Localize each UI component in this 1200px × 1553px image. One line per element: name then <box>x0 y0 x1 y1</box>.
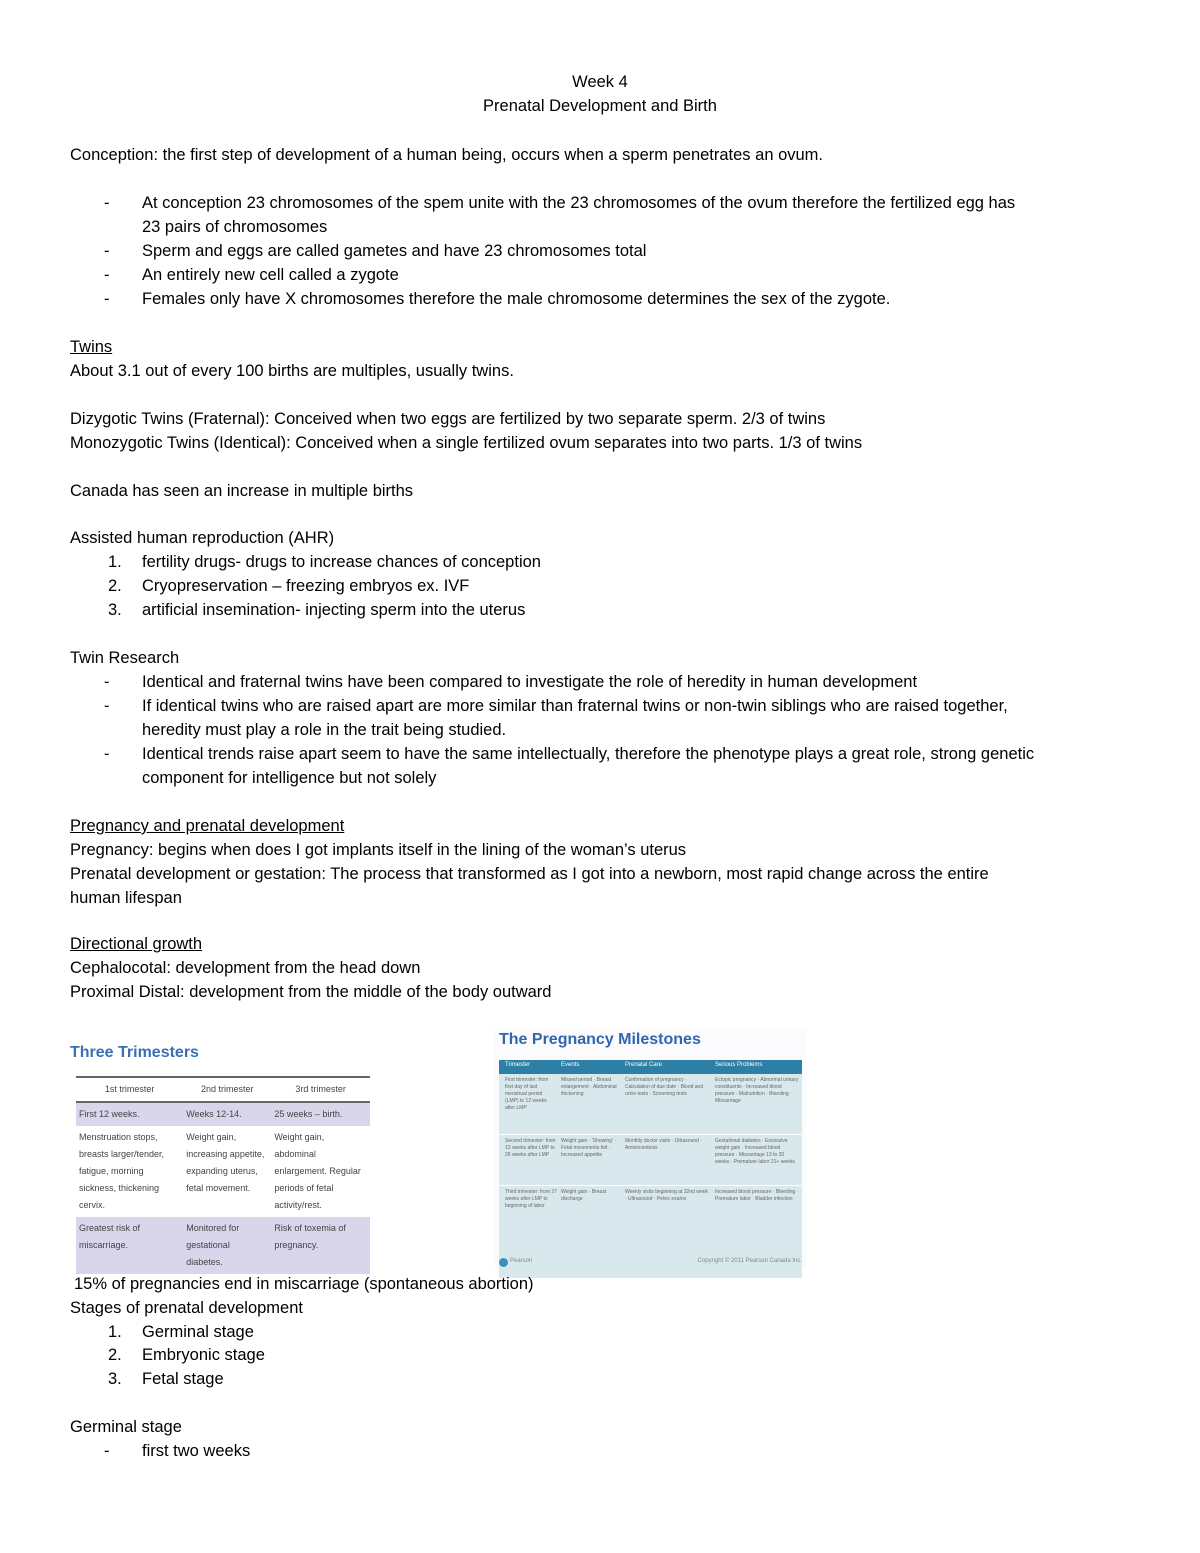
table-header: Trimester <box>505 1062 531 1068</box>
list-item <box>104 695 1008 717</box>
list-number: 2. <box>108 1346 122 1364</box>
table-header: 1st trimester <box>76 1077 183 1102</box>
bullet-continuation: 23 pairs of chromosomes <box>142 218 328 236</box>
list-item <box>104 240 646 262</box>
bullet-text: Identical trends raise apart seem to have the same intellectually, therefore the phenotype plays a great role, strong genetic <box>142 745 1035 763</box>
prenatal-definition-continued: human lifespan <box>70 889 182 907</box>
table-header: 2nd trimester <box>183 1077 271 1102</box>
page-title: Prenatal Development and Birth <box>483 97 717 115</box>
directional-heading: Directional growth <box>70 935 203 953</box>
list-item <box>104 743 1034 765</box>
pregnancy-heading: Pregnancy and prenatal development <box>70 817 345 835</box>
trimester-table <box>76 1076 370 1274</box>
list-item <box>104 264 399 286</box>
table-cell: Risk of toxemia of pregnancy. <box>271 1217 370 1274</box>
table-row <box>499 1074 802 1135</box>
pregnancy-definition: Pregnancy: begins when does I got implants itself in the lining of the woman’s uterus <box>70 841 687 859</box>
bullet-text: Identical and fraternal twins have been compared to investigate the role of heredity in human development <box>142 673 918 691</box>
table-cell: Confirmation of pregnancy · Calculation of due date · Blood and urine tests · Screening tests <box>625 1077 704 1097</box>
list-number: 3. <box>108 601 122 619</box>
table-cell: Weekly visits beginning at 32nd week · Ultrasound · Pelvic exams <box>625 1189 709 1202</box>
table-cell: Weeks 12-14. <box>183 1102 271 1126</box>
ahr-heading: Assisted human reproduction (AHR) <box>70 529 335 547</box>
table-cell: Increased blood pressure · Bleeding · Premature labor · Bladder infection <box>715 1189 799 1202</box>
table-header: Prenatal Care <box>625 1062 663 1068</box>
pearson-logo-icon <box>499 1258 508 1267</box>
table-cell: First 12 weeks. <box>76 1102 183 1126</box>
bullet-text: Sperm and eggs are called gametes and have 23 chromosomes total <box>142 242 647 260</box>
slide-title: The Pregnancy Milestones <box>499 1031 701 1048</box>
list-text: Cryopreservation – freezing embryos ex. IVF <box>142 577 470 595</box>
table-header: Events <box>561 1062 580 1068</box>
list-item <box>108 551 541 573</box>
table-cell: Weight gain · Breast discharge <box>561 1189 607 1202</box>
proximodistal-definition: Proximal Distal: development from the middle of the body outward <box>70 983 552 1001</box>
miscarriage-note: 15% of pregnancies end in miscarriage (spontaneous abortion) <box>74 1275 534 1293</box>
bullet-mark: - <box>104 1442 110 1460</box>
list-number: 2. <box>108 577 122 595</box>
bullet-mark: - <box>104 673 110 691</box>
table-row <box>76 1126 370 1217</box>
bullet-text: first two weeks <box>142 1442 251 1460</box>
three-trimesters-slide <box>70 1040 372 1267</box>
table-cell: Second trimester: from 13 weeks after LMP to 26 weeks after LMP <box>505 1138 556 1158</box>
table-header: Serious Problems <box>715 1062 763 1068</box>
slide-title: Three Trimesters <box>70 1044 199 1061</box>
monozygotic-definition: Monozygotic Twins (Identical): Conceived when a single fertilized ovum separates into two parts. 1/3 of twins <box>70 434 863 452</box>
list-text: Embryonic stage <box>142 1346 265 1364</box>
table-cell: First trimester: from first day of last menstrual period (LMP) to 12 weeks after LMP <box>505 1077 549 1111</box>
bullet-mark: - <box>104 266 110 284</box>
table-cell: Ectopic pregnancy · Abnormal urinary constituents · Increased blood pressure · Malnutrition · Bleeding · Miscarriage <box>715 1077 799 1104</box>
table-row <box>76 1217 370 1274</box>
list-number: 1. <box>108 1323 122 1341</box>
table-header: 3rd trimester <box>271 1077 370 1102</box>
table-row <box>76 1102 370 1126</box>
bullet-text: Females only have X chromosomes therefore the male chromosome determines the sex of the zygote. <box>142 290 891 308</box>
list-number: 3. <box>108 1370 122 1388</box>
table-cell: Monthly doctor visits · Ultrasound · Amniocentesis <box>625 1138 702 1151</box>
conception-definition: Conception: the first step of development of a human being, occurs when a sperm penetrates an ovum. <box>70 146 824 164</box>
list-item <box>104 192 1015 214</box>
table-cell: Monitored for gestational diabetes. <box>183 1217 271 1274</box>
prenatal-definition: Prenatal development or gestation: The process that transformed as I got into a newborn, most rapid change across the entire <box>70 865 989 883</box>
canada-note: Canada has seen an increase in multiple births <box>70 482 414 500</box>
bullet-text: At conception 23 chromosomes of the spem unite with the 23 chromosomes of the ovum therefore the fertilized egg has <box>142 194 1016 212</box>
bullet-mark: - <box>104 242 110 260</box>
table-cell: Missed period · Breast enlargement · Abdominal thickening <box>561 1077 617 1097</box>
list-item <box>108 599 525 621</box>
list-number: 1. <box>108 553 122 571</box>
bullet-continuation: component for intelligence but not solely <box>142 769 437 787</box>
list-item <box>108 575 469 597</box>
table-row <box>499 1135 802 1186</box>
list-item <box>104 288 890 310</box>
table-cell: Greatest risk of miscarriage. <box>76 1217 183 1274</box>
table-cell: Menstruation stops, breasts larger/tender, fatigue, morning sickness, thickening cervix. <box>79 1132 165 1210</box>
week-label: Week 4 <box>572 73 628 91</box>
table-cell: Weight gain, increasing appetite, expanding uterus, fetal movement. <box>186 1132 265 1193</box>
milestones-table <box>499 1074 802 1278</box>
table-cell: 25 weeks – birth. <box>271 1102 370 1126</box>
list-text: fertility drugs- drugs to increase chances of conception <box>142 553 541 571</box>
slide-footer <box>499 1257 802 1268</box>
twins-heading: Twins <box>70 338 113 356</box>
copyright-notice: Copyright © 2011 Pearson Canada Inc. <box>697 1258 802 1264</box>
germinal-heading: Germinal stage <box>70 1418 182 1436</box>
table-cell: Weight gain · 'Showing' · Fetal movements felt · Increased appetite <box>561 1138 616 1158</box>
twin-research-heading: Twin Research <box>70 649 180 667</box>
publisher-name: Pearson <box>510 1258 533 1264</box>
list-item <box>108 1368 224 1390</box>
bullet-continuation: heredity must play a role in the trait being studied. <box>142 721 507 739</box>
bullet-mark: - <box>104 290 110 308</box>
table-header-row <box>499 1060 802 1074</box>
cephalocaudal-definition: Cephalocotal: development from the head down <box>70 959 421 977</box>
bullet-mark: - <box>104 194 110 212</box>
table-row <box>499 1186 802 1254</box>
bullet-mark: - <box>104 697 110 715</box>
bullet-text: An entirely new cell called a zygote <box>142 266 399 284</box>
list-text: Germinal stage <box>142 1323 254 1341</box>
bullet-mark: - <box>104 745 110 763</box>
list-item <box>108 1321 254 1343</box>
list-text: artificial insemination- injecting sperm into the uterus <box>142 601 526 619</box>
pregnancy-milestones-slide <box>494 1028 806 1268</box>
dizygotic-definition: Dizygotic Twins (Fraternal): Conceived when two eggs are fertilized by two separate sperm. 2/3 of twins <box>70 410 826 428</box>
twins-stat: About 3.1 out of every 100 births are multiples, usually twins. <box>70 362 514 380</box>
table-cell: Weight gain, abdominal enlargement. Regular periods of fetal activity/rest. <box>274 1132 361 1210</box>
list-item <box>104 1440 250 1462</box>
list-item <box>108 1344 265 1366</box>
list-text: Fetal stage <box>142 1370 224 1388</box>
bullet-text: If identical twins who are raised apart are more similar than fraternal twins or non-twin siblings who are raised together, <box>142 697 1008 715</box>
table-cell: Gestational diabetes · Excessive weight gain · Increased blood pressure · Miscarriage 13 to 20 weeks · Premature labor 21+ weeks <box>715 1138 795 1165</box>
stages-heading: Stages of prenatal development <box>70 1299 303 1317</box>
list-item <box>104 671 917 693</box>
table-cell: Third trimester: from 27 weeks after LMP to beginning of labor <box>505 1189 557 1209</box>
